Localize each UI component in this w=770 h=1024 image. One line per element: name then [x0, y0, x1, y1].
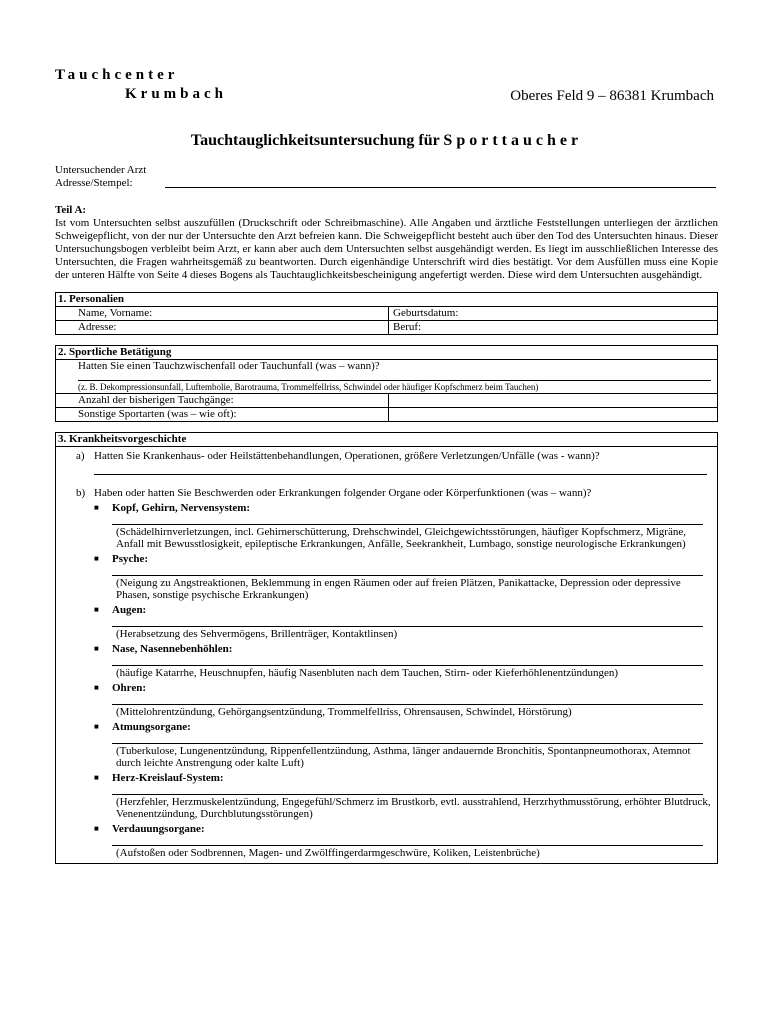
- question-a-answer-field[interactable]: [94, 464, 707, 475]
- organ-answer-field[interactable]: [112, 618, 703, 627]
- bullet-icon: ■: [94, 503, 99, 512]
- organ-description: (häufige Katarrhe, Heuschnupfen, häufig Nasenbluten nach dem Tauchen, Stirn- oder Kieferhöhlenentzündungen): [116, 667, 619, 679]
- bullet-icon: ■: [94, 773, 99, 782]
- organ-name: Nase, Nasennebenhöhlen:: [112, 643, 233, 655]
- dives-count-field[interactable]: Anzahl der bisherigen Tauchgänge:: [56, 394, 389, 407]
- organ-description: (Schädelhirnverletzungen, incl. Gehirnerschütterung, Drehschwindel, Gleichgewichtsstörungen, häufiger Kopfschmerz, Migräne, Anfall mit Bewusstlosigkeit, epileptische Erkrankungen, Anfälle, Seekrankheit, Lumbago, sonstige neurologische Erkrankungen): [116, 526, 686, 550]
- organ-answer-field[interactable]: [112, 516, 703, 525]
- name-field[interactable]: Name, Vorname:: [56, 307, 389, 320]
- question-a: Hatten Sie Krankenhaus- oder Heilstättenbehandlungen, Operationen, größere Verletzungen/Unfälle (was - wann)?: [94, 450, 600, 462]
- teil-a-heading: Teil A:: [55, 204, 87, 216]
- bullet-icon: ■: [94, 644, 99, 653]
- organ-item: [94, 721, 717, 769]
- bullet-icon: ■: [94, 554, 99, 563]
- doctor-label: Untersuchender Arzt: [55, 164, 147, 176]
- bullet-icon: ■: [94, 722, 99, 731]
- organ-item: [94, 772, 717, 820]
- incident-hint: (z. B. Dekompressionsunfall, Luftembolie, Barotrauma, Trommelfellriss, Schwindel oder häufiger Kopfschmerz beim Tauchen): [56, 381, 717, 394]
- profession-field[interactable]: Beruf:: [393, 321, 422, 333]
- organ-item: [94, 553, 717, 601]
- org-address: Oberes Feld 9 – 86381 Krumbach: [510, 88, 714, 104]
- organ-answer-field[interactable]: [112, 786, 703, 795]
- org-line-2: Krumbach: [125, 86, 228, 102]
- other-sports-value[interactable]: [389, 408, 717, 421]
- stamp-label: Adresse/Stempel:: [55, 177, 133, 189]
- title-emphasis: Sporttaucher: [443, 132, 583, 149]
- organ-item: [94, 643, 717, 679]
- question-a-marker: a): [76, 450, 85, 462]
- other-sports-field[interactable]: Sonstige Sportarten (was – wie oft):: [56, 408, 389, 421]
- address-field[interactable]: Adresse:: [56, 321, 389, 334]
- section-2-heading: 2. Sportliche Betätigung: [56, 346, 717, 360]
- organ-item: [94, 682, 717, 718]
- teil-a: [55, 204, 718, 282]
- question-b: Haben oder hatten Sie Beschwerden oder Erkrankungen folgender Organe oder Körperfunktionen (was – wann)?: [94, 487, 592, 499]
- page-title: [55, 132, 718, 150]
- organ-description: (Herabsetzung des Sehvermögens, Brillenträger, Kontaktlinsen): [116, 628, 398, 640]
- organ-name: Ohren:: [112, 682, 147, 694]
- document-page: [55, 66, 718, 864]
- organ-answer-field[interactable]: [112, 657, 703, 666]
- organ-item: [94, 502, 717, 550]
- organ-description: (Herzfehler, Herzmuskelentzündung, Engegefühl/Schmerz im Brustkorb, evtl. ausstrahlend, Herzrhythmusstörung, erhöhter Blutdruck, Venenentzündung, Durchblutungsstörungen): [116, 796, 711, 820]
- section-history: [55, 432, 718, 864]
- organ-name: Augen:: [112, 604, 147, 616]
- organ-name: Psyche:: [112, 553, 149, 565]
- organ-description: (Mittelohrentzündung, Gehörgangsentzündung, Trommelfellriss, Ohrensausen, Schwindel, Hörstörung): [116, 706, 572, 718]
- birthdate-field[interactable]: Geburtsdatum:: [393, 307, 459, 319]
- organ-description: (Neigung zu Angstreaktionen, Beklemmung in engen Räumen oder auf freien Plätzen, Panikattacke, Depression oder depressive Phasen, sonstige psychische Erkrankungen): [116, 577, 681, 601]
- incident-answer-field[interactable]: [78, 372, 711, 381]
- organ-name: Herz-Kreislauf-System:: [112, 772, 224, 784]
- organ-name: Atmungsorgane:: [112, 721, 191, 733]
- organ-name: Kopf, Gehirn, Nervensystem:: [112, 502, 251, 514]
- organ-item: [94, 604, 717, 640]
- teil-a-text: Ist vom Untersuchten selbst auszufüllen (Druckschrift oder Schreibmaschine). Alle Angaben und ärztliche Feststellungen unterliegen der ärztlichen Schweigepflicht, von der nur der Untersuchte den Arzt befreien kann. Die Schweigepflicht besteht auch über den Tod des Untersuchten hinaus. Dieser Untersuchungsbogen verbleibt beim Arzt, er kann aber auch dem Untersuchten selbst ausgehändigt werden. Es liegt im ausschließlichen Interesse des Untersuchten, die Fragen wahrheitsgemäß zu beantworten. Durch eigenhändige Unterschrift wird dies bestätigt. Vor dem Ausfüllen muss eine Kopie der unteren Hälfte von Seite 4 dieses Bogens als Tauchtauglichkeitsbescheinigung angefertigt werden. Diese wird dem Untersuchten ausgehändigt.: [55, 217, 718, 281]
- bullet-icon: ■: [94, 605, 99, 614]
- incident-question: Hatten Sie einen Tauchzwischenfall oder Tauchunfall (was – wann)?: [78, 360, 380, 372]
- organ-answer-field[interactable]: [112, 567, 703, 576]
- doctor-block: [55, 164, 718, 190]
- organ-answer-field[interactable]: [112, 735, 703, 744]
- organ-item: [94, 823, 717, 859]
- organ-description: (Aufstoßen oder Sodbrennen, Magen- und Zwölffingerdarmgeschwüre, Koliken, Leistenbrüche): [116, 847, 540, 859]
- bullet-icon: ■: [94, 824, 99, 833]
- section-sport: [55, 345, 718, 422]
- organ-answer-field[interactable]: [112, 696, 703, 705]
- stamp-field[interactable]: [165, 177, 716, 188]
- question-b-marker: b): [76, 487, 86, 499]
- bullet-icon: ■: [94, 683, 99, 692]
- organ-description: (Tuberkulose, Lungenentzündung, Rippenfellentzündung, Asthma, länger andauernde Bronchitis, Spontanpneumothorax, Atemnot durch leichte Anstrengung oder kalte Luft): [116, 745, 691, 769]
- title-main: Tauchtauglichkeitsuntersuchung für: [190, 132, 444, 149]
- section-personalien: [55, 292, 718, 335]
- organ-answer-field[interactable]: [112, 837, 703, 846]
- section-3-heading: 3. Krankheitsvorgeschichte: [56, 433, 717, 447]
- organ-name: Verdauungsorgane:: [112, 823, 205, 835]
- section-1-heading: 1. Personalien: [56, 293, 717, 307]
- org-line-1: Tauchcenter: [55, 67, 179, 83]
- dives-count-value[interactable]: [389, 394, 717, 407]
